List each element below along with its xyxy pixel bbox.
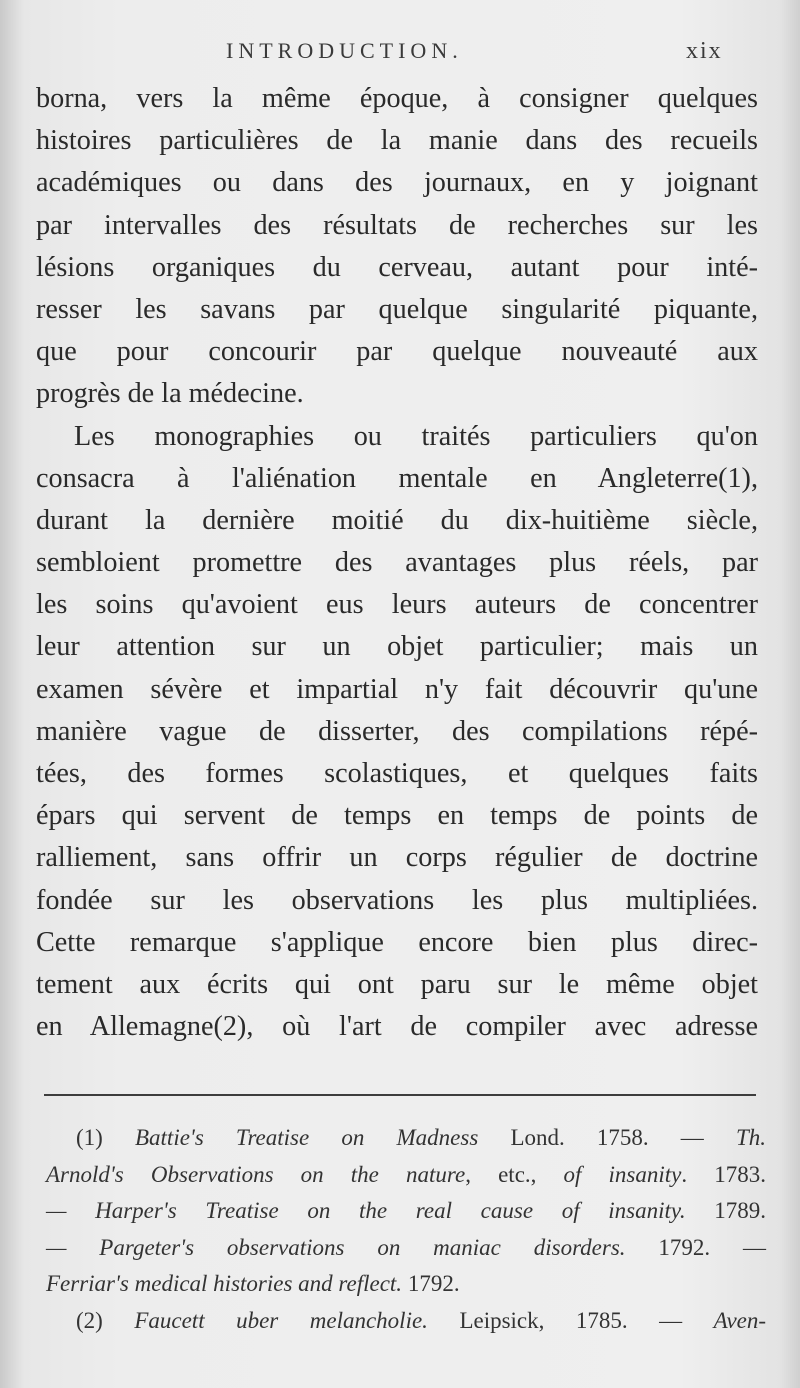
body-line: fondée sur les observations les plus multipliées. <box>36 884 758 916</box>
footnote-citation-italic: — Harper's Treatise on the real cause of insanity. <box>46 1198 686 1223</box>
body-line: borna, vers la même époque, à consigner quelques <box>36 83 758 114</box>
body-line: les soins qu'avoient eus leurs auteurs de concentrer <box>36 589 758 621</box>
body-line: consacra à l'aliénation mentale en Angleterre(1), <box>36 462 758 494</box>
body-line: que pour concourir par quelque nouveauté aux <box>36 336 758 368</box>
footnote-citation-italic: Ferriar's medical histories and reflect. <box>46 1271 403 1296</box>
footnote-1-line <box>46 1120 766 1157</box>
footnote-citation-roman: 1792. — <box>658 1234 767 1260</box>
page-number: xix <box>686 38 723 64</box>
footnote-citation-italic: Th. <box>735 1125 766 1150</box>
running-head <box>0 30 800 70</box>
body-line: tées, des formes scolastiques, et quelques faits <box>36 758 758 789</box>
body-text <box>36 78 758 1048</box>
body-line: sembloient promettre des avantages plus réels, par <box>36 547 758 579</box>
body-line: histoires particulières de la manie dans des recueils <box>36 125 758 157</box>
footnote-1-line <box>46 1230 766 1267</box>
footnotes <box>46 1120 766 1339</box>
footnote-2-line <box>46 1303 766 1340</box>
body-line: examen sévère et impartial n'y fait découvrir qu'une <box>36 673 758 705</box>
body-line: tement aux écrits qui ont paru sur le même objet <box>36 968 758 1000</box>
footnote-citation-italic: Aven- <box>713 1307 767 1333</box>
body-line: durant la dernière moitié du dix-huitième siècle, <box>36 504 758 536</box>
footnote-citation-roman: , etc., <box>465 1161 564 1187</box>
body-line: Cette remarque s'applique encore bien plus direc- <box>36 926 758 958</box>
body-line: lésions organiques du cerveau, autant pour inté- <box>36 251 758 283</box>
footnote-1-line <box>46 1266 766 1303</box>
footnote-citation-roman: 1792. <box>407 1271 460 1296</box>
footnote-citation-roman: Leipsick, 1785. — <box>459 1307 683 1333</box>
running-title: INTRODUCTION. <box>226 38 463 63</box>
footnote-marker: (2) <box>76 1307 103 1333</box>
paragraph-start-line: Les monographies ou traités particuliers qu'on <box>74 420 758 452</box>
body-line: par intervalles des résultats de recherches sur les <box>36 209 758 241</box>
body-line: épars qui servent de temps en temps de points de <box>36 800 758 832</box>
body-line: leur attention sur un objet particulier; mais un <box>36 631 758 663</box>
body-line: académiques ou dans des journaux, en y joignant <box>36 167 758 199</box>
footnote-citation-italic: — Pargeter's observations on maniac disorders. <box>46 1234 626 1260</box>
footnote-citation-roman: Lond. 1758. — <box>510 1125 704 1150</box>
footnote-citation-roman: . 1783. <box>681 1161 766 1187</box>
footnote-citation-italic: Faucett uber melancholie. <box>134 1307 428 1333</box>
footnote-citation-roman: 1789. <box>714 1198 767 1223</box>
footnote-1-line <box>46 1193 766 1230</box>
body-line: en Allemagne(2), où l'art de compiler avec adresse <box>36 1011 758 1043</box>
footnote-citation-italic: of insanity <box>563 1161 682 1187</box>
footnote-rule <box>44 1094 756 1096</box>
footnote-1-line <box>46 1157 766 1194</box>
footnote-citation-italic: Battie's Treatise on Madness <box>134 1125 479 1150</box>
body-line: progrès de la médecine. <box>36 378 304 410</box>
body-line: resser les savans par quelque singularité piquante, <box>36 293 758 325</box>
footnote-marker: (1) <box>76 1125 103 1150</box>
body-line: ralliement, sans offrir un corps régulier de doctrine <box>36 842 758 874</box>
body-line: manière vague de disserter, des compilations répé- <box>36 715 758 747</box>
footnote-citation-italic: Arnold's Observations on the nature <box>46 1161 466 1187</box>
